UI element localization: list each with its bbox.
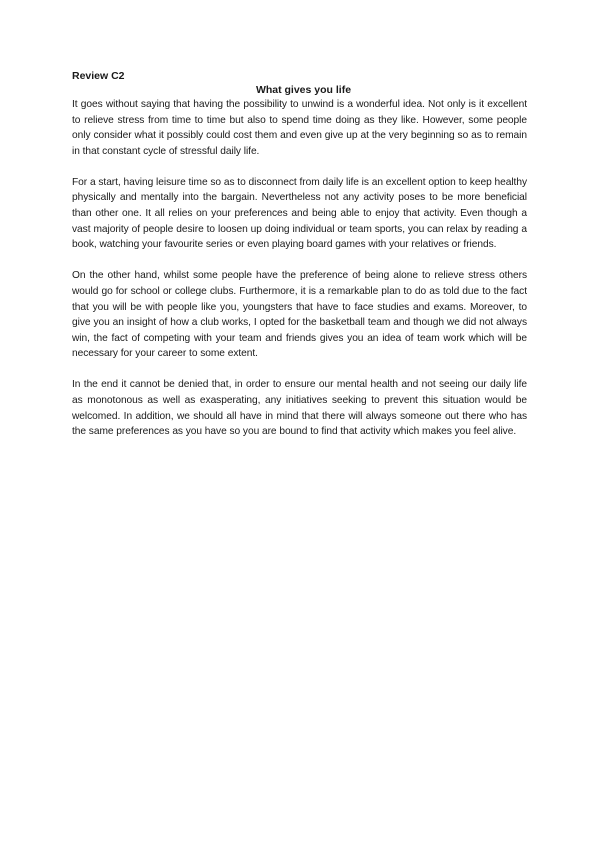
paragraph-conclusion: In the end it cannot be denied that, in order to ensure our mental health and not seeing our daily life as monotonous as well as exasperating, any initiatives seeking to prevent this situation would be welcomed. In addition, we should all have in mind that there will always someone out there who has the same preferences as you have so you are bound to find that activity which makes you feel alive. bbox=[72, 379, 527, 438]
paragraph-leisure: For a start, having leisure time so as to disconnect from daily life is an excellent option to keep healthy physically and mentally into the bargain. Nevertheless not any activity poses to be more beneficial than other one. It all relies on your preferences and being able to enjoy that activity. Even though a vast majority of people desire to loosen up doing individual or team sports, you can relax by reading a book, watching your favourite series or even playing board games with your relatives or friends. bbox=[72, 176, 527, 251]
paragraph-intro: It goes without saying that having the possibility to unwind is a wonderful idea. Not only is it excellent to relieve stress from time to time but also to spend time doing as they like. However, some people only consider what it possibly could cost them and even give up at the very beginning so as to remain in that constant cycle of stressful daily life. bbox=[72, 99, 527, 157]
essay-title: What gives you life bbox=[255, 84, 352, 96]
paragraph-clubs: On the other hand, whilst some people have the preference of being alone to relieve stress others would go for school or college clubs. Furthermore, it is a remarkable plan to do as told due to the fact that you will be with people like you, youngsters that have to face studies and exams. Moreover, to give you an insight of how a club works, I opted for the basketball team and though we did not always win, the fact of competing with your team and friends gives you an idea of team work which will be necessary for your career to some extent. bbox=[72, 270, 527, 360]
document-page bbox=[72, 70, 527, 455]
review-label: Review C2 bbox=[72, 70, 125, 82]
